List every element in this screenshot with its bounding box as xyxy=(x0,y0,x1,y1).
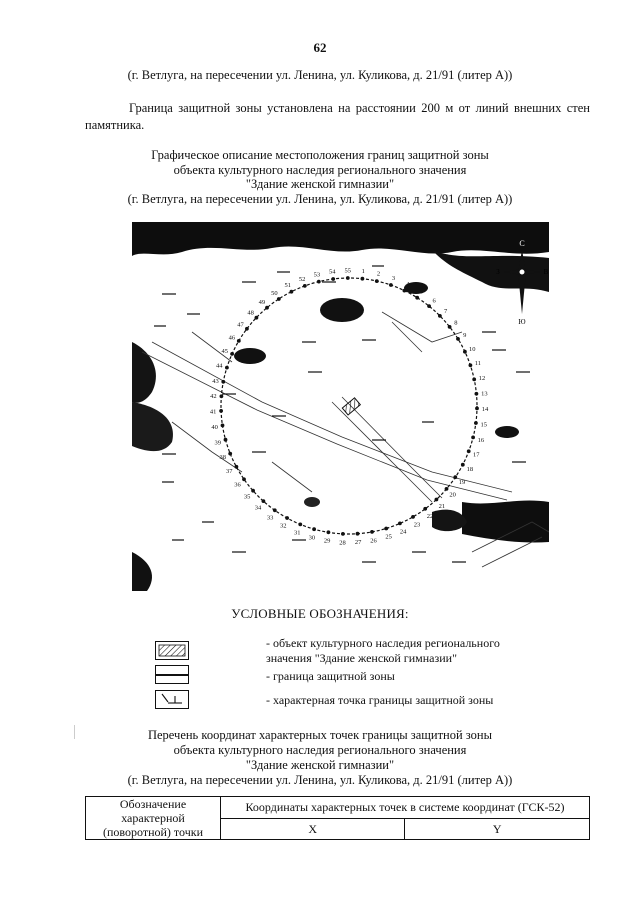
boundary-point-label-40: 40 xyxy=(211,424,218,432)
boundary-point-23 xyxy=(411,515,415,519)
boundary-point-26 xyxy=(370,530,374,534)
protection-zone-map xyxy=(132,222,549,591)
boundary-point-7 xyxy=(438,314,442,318)
boundary-point-19 xyxy=(453,475,457,479)
boundary-point-label-4: 4 xyxy=(406,280,410,288)
graphic-heading-line1: Графическое описание местоположения границ защитной зоны xyxy=(151,148,489,162)
boundary-point-label-26: 26 xyxy=(370,537,377,545)
boundary-point-label-35: 35 xyxy=(243,493,251,501)
y-column-header: Y xyxy=(405,818,590,840)
boundary-point-label-18: 18 xyxy=(466,465,474,473)
boundary-point-label-2: 2 xyxy=(376,270,381,278)
boundary-point-44 xyxy=(225,366,229,370)
boundary-point-49 xyxy=(265,306,269,310)
boundary-point-11 xyxy=(469,363,473,367)
boundary-point-8 xyxy=(448,325,452,329)
boundary-point-43 xyxy=(221,380,225,384)
boundary-point-30 xyxy=(312,527,316,531)
boundary-point-label-8: 8 xyxy=(454,319,458,327)
boundary-point-label-16: 16 xyxy=(477,436,485,444)
boundary-point-label-14: 14 xyxy=(481,406,489,414)
list-heading-line2: объекта культурного наследия регионального значения xyxy=(173,743,467,757)
boundary-paragraph: Граница защитной зоны установлена на расстоянии 200 м от линий внешних стен памятника. xyxy=(85,101,590,132)
point-designation-header-line1: Обозначение xyxy=(119,797,187,811)
list-heading-line3: "Здание женской гимназии" xyxy=(245,758,395,772)
boundary-point-12 xyxy=(472,378,476,382)
boundary-point-label-10: 10 xyxy=(468,345,476,353)
boundary-point-label-22: 22 xyxy=(426,512,434,520)
legend-point-symbol xyxy=(155,690,189,709)
map-dark-blob-1 xyxy=(320,298,364,322)
boundary-point-14 xyxy=(475,407,479,411)
boundary-point-label-20: 20 xyxy=(449,491,456,499)
boundary-point-label-17: 17 xyxy=(472,451,480,459)
coordinates-list-heading xyxy=(0,728,640,788)
page-number: 62 xyxy=(313,40,327,55)
boundary-point-label-30: 30 xyxy=(308,534,316,542)
boundary-point-label-5: 5 xyxy=(419,288,424,296)
boundary-point-17 xyxy=(467,449,471,453)
x-column-header: X xyxy=(221,818,405,840)
boundary-point-25 xyxy=(384,527,388,531)
boundary-point-label-45: 45 xyxy=(221,348,229,356)
graphic-heading-line3: "Здание женской гимназии" xyxy=(245,177,395,191)
boundary-point-label-7: 7 xyxy=(443,307,448,315)
boundary-point-label-34: 34 xyxy=(254,504,262,512)
boundary-point-46 xyxy=(237,339,241,343)
boundary-point-54 xyxy=(331,277,335,281)
boundary-point-37 xyxy=(235,465,239,469)
boundary-point-label-24: 24 xyxy=(399,528,407,536)
map-dark-area-right xyxy=(462,501,549,543)
boundary-point-55 xyxy=(346,276,350,280)
compass-east: В xyxy=(543,268,549,276)
boundary-point-38 xyxy=(228,452,232,456)
boundary-point-16 xyxy=(471,436,475,440)
boundary-point-label-50: 50 xyxy=(271,289,278,297)
compass-south: Ю xyxy=(518,318,526,326)
boundary-point-2 xyxy=(375,279,379,283)
boundary-point-label-39: 39 xyxy=(214,439,222,447)
boundary-point-label-51: 51 xyxy=(284,282,292,289)
boundary-point-34 xyxy=(262,499,266,503)
boundary-point-label-21: 21 xyxy=(438,502,446,510)
coordinates-table xyxy=(85,796,590,840)
boundary-point-47 xyxy=(245,327,249,331)
boundary-point-label-27: 27 xyxy=(354,539,362,547)
boundary-point-21 xyxy=(435,498,439,502)
boundary-point-label-29: 29 xyxy=(323,537,331,545)
boundary-point-40 xyxy=(221,424,225,428)
boundary-point-10 xyxy=(463,350,467,354)
legend-monument-line1: - объект культурного наследия регионального xyxy=(266,636,500,650)
boundary-point-label-42: 42 xyxy=(210,393,217,401)
list-heading-line4: (г. Ветлуга, на пересечении ул. Ленина, ул. Куликова, д. 21/91 (литер А)) xyxy=(127,773,513,787)
legend-boundary-text: - граница защитной зоны xyxy=(266,669,395,683)
boundary-point-label-46: 46 xyxy=(228,334,236,342)
boundary-point-33 xyxy=(273,508,277,512)
boundary-point-label-41: 41 xyxy=(209,408,217,416)
graphic-heading xyxy=(0,148,640,206)
boundary-point-27 xyxy=(356,532,360,536)
boundary-point-label-13: 13 xyxy=(481,390,488,398)
boundary-point-15 xyxy=(474,421,478,425)
compass-north: С xyxy=(519,239,525,248)
location-line: (г. Ветлуга, на пересечении ул. Ленина, ул. Куликова, д. 21/91 (литер А)) xyxy=(127,68,513,82)
boundary-point-label-55: 55 xyxy=(344,267,351,275)
legend-boundary-symbol xyxy=(155,665,189,684)
boundary-point-50 xyxy=(277,297,281,301)
boundary-point-label-52: 52 xyxy=(298,275,306,283)
compass-west: З xyxy=(496,268,500,276)
boundary-point-18 xyxy=(461,463,465,467)
coordinates-system-header: Координаты характерных точек в системе координат (ГСК-52) xyxy=(221,797,590,819)
boundary-point-42 xyxy=(220,394,224,398)
map-dark-blob-2 xyxy=(234,348,266,364)
boundary-point-3 xyxy=(389,283,393,287)
legend-point-text: - характерная точка границы защитной зоны xyxy=(266,693,494,707)
boundary-point-label-11: 11 xyxy=(474,360,482,368)
boundary-point-label-53: 53 xyxy=(313,271,321,279)
boundary-point-label-1: 1 xyxy=(361,268,365,276)
margin-mark xyxy=(74,725,75,739)
boundary-point-label-49: 49 xyxy=(258,299,266,306)
boundary-point-label-37: 37 xyxy=(226,468,233,476)
boundary-point-5 xyxy=(415,296,419,300)
boundary-point-29 xyxy=(327,530,331,534)
boundary-point-6 xyxy=(427,304,431,308)
boundary-point-label-31: 31 xyxy=(294,529,301,537)
map-dark-blob-4 xyxy=(495,426,519,438)
boundary-point-52 xyxy=(303,284,307,288)
boundary-point-label-19: 19 xyxy=(458,479,466,487)
boundary-point-label-47: 47 xyxy=(237,321,244,329)
boundary-point-label-44: 44 xyxy=(216,362,223,370)
legend-title: УСЛОВНЫЕ ОБОЗНАЧЕНИЯ: xyxy=(231,606,409,621)
boundary-point-label-6: 6 xyxy=(432,297,436,305)
boundary-point-13 xyxy=(475,392,479,396)
boundary-point-31 xyxy=(298,523,302,527)
legend-monument-text xyxy=(266,636,500,666)
boundary-point-24 xyxy=(398,522,402,526)
boundary-point-label-25: 25 xyxy=(385,533,392,541)
boundary-point-label-48: 48 xyxy=(247,309,254,317)
boundary-point-label-23: 23 xyxy=(413,521,421,529)
list-heading-line1: Перечень координат характерных точек границы защитной зоны xyxy=(147,728,493,742)
boundary-point-label-38: 38 xyxy=(219,454,226,461)
boundary-point-39 xyxy=(224,438,228,442)
boundary-point-48 xyxy=(255,316,259,320)
boundary-point-label-54: 54 xyxy=(328,268,336,276)
boundary-point-label-12: 12 xyxy=(478,375,486,383)
point-designation-header-line2: характерной xyxy=(121,811,185,825)
graphic-heading-line2: объекта культурного наследия регионального значения xyxy=(173,162,467,177)
boundary-point-36 xyxy=(242,477,246,481)
graphic-heading-line4: (г. Ветлуга, на пересечении ул. Ленина, ул. Куликова, д. 21/91 (литер А)) xyxy=(127,191,513,206)
boundary-point-label-32: 32 xyxy=(280,522,287,530)
boundary-point-28 xyxy=(341,532,345,536)
legend-monument-symbol xyxy=(155,641,189,660)
boundary-point-label-15: 15 xyxy=(480,421,488,429)
point-designation-header xyxy=(86,797,221,840)
boundary-point-label-33: 33 xyxy=(266,514,274,522)
boundary-point-32 xyxy=(285,516,289,520)
boundary-point-22 xyxy=(423,507,427,511)
boundary-point-45 xyxy=(230,352,234,356)
boundary-point-1 xyxy=(361,277,365,281)
boundary-point-51 xyxy=(290,290,294,294)
map-dark-blob-5 xyxy=(304,497,320,507)
boundary-point-4 xyxy=(403,289,407,293)
boundary-point-label-43: 43 xyxy=(212,377,219,385)
boundary-point-label-3: 3 xyxy=(391,275,396,282)
boundary-point-53 xyxy=(317,280,321,284)
boundary-point-20 xyxy=(445,487,449,491)
point-designation-header-line3: (поворотной) точки xyxy=(103,825,203,839)
boundary-point-label-28: 28 xyxy=(339,539,346,547)
boundary-point-35 xyxy=(251,489,255,493)
legend-monument-line2: значения "Здание женской гимназии" xyxy=(266,651,457,665)
boundary-point-label-36: 36 xyxy=(234,481,241,489)
boundary-point-41 xyxy=(219,409,223,413)
boundary-point-label-9: 9 xyxy=(463,332,467,340)
boundary-point-9 xyxy=(456,337,460,341)
